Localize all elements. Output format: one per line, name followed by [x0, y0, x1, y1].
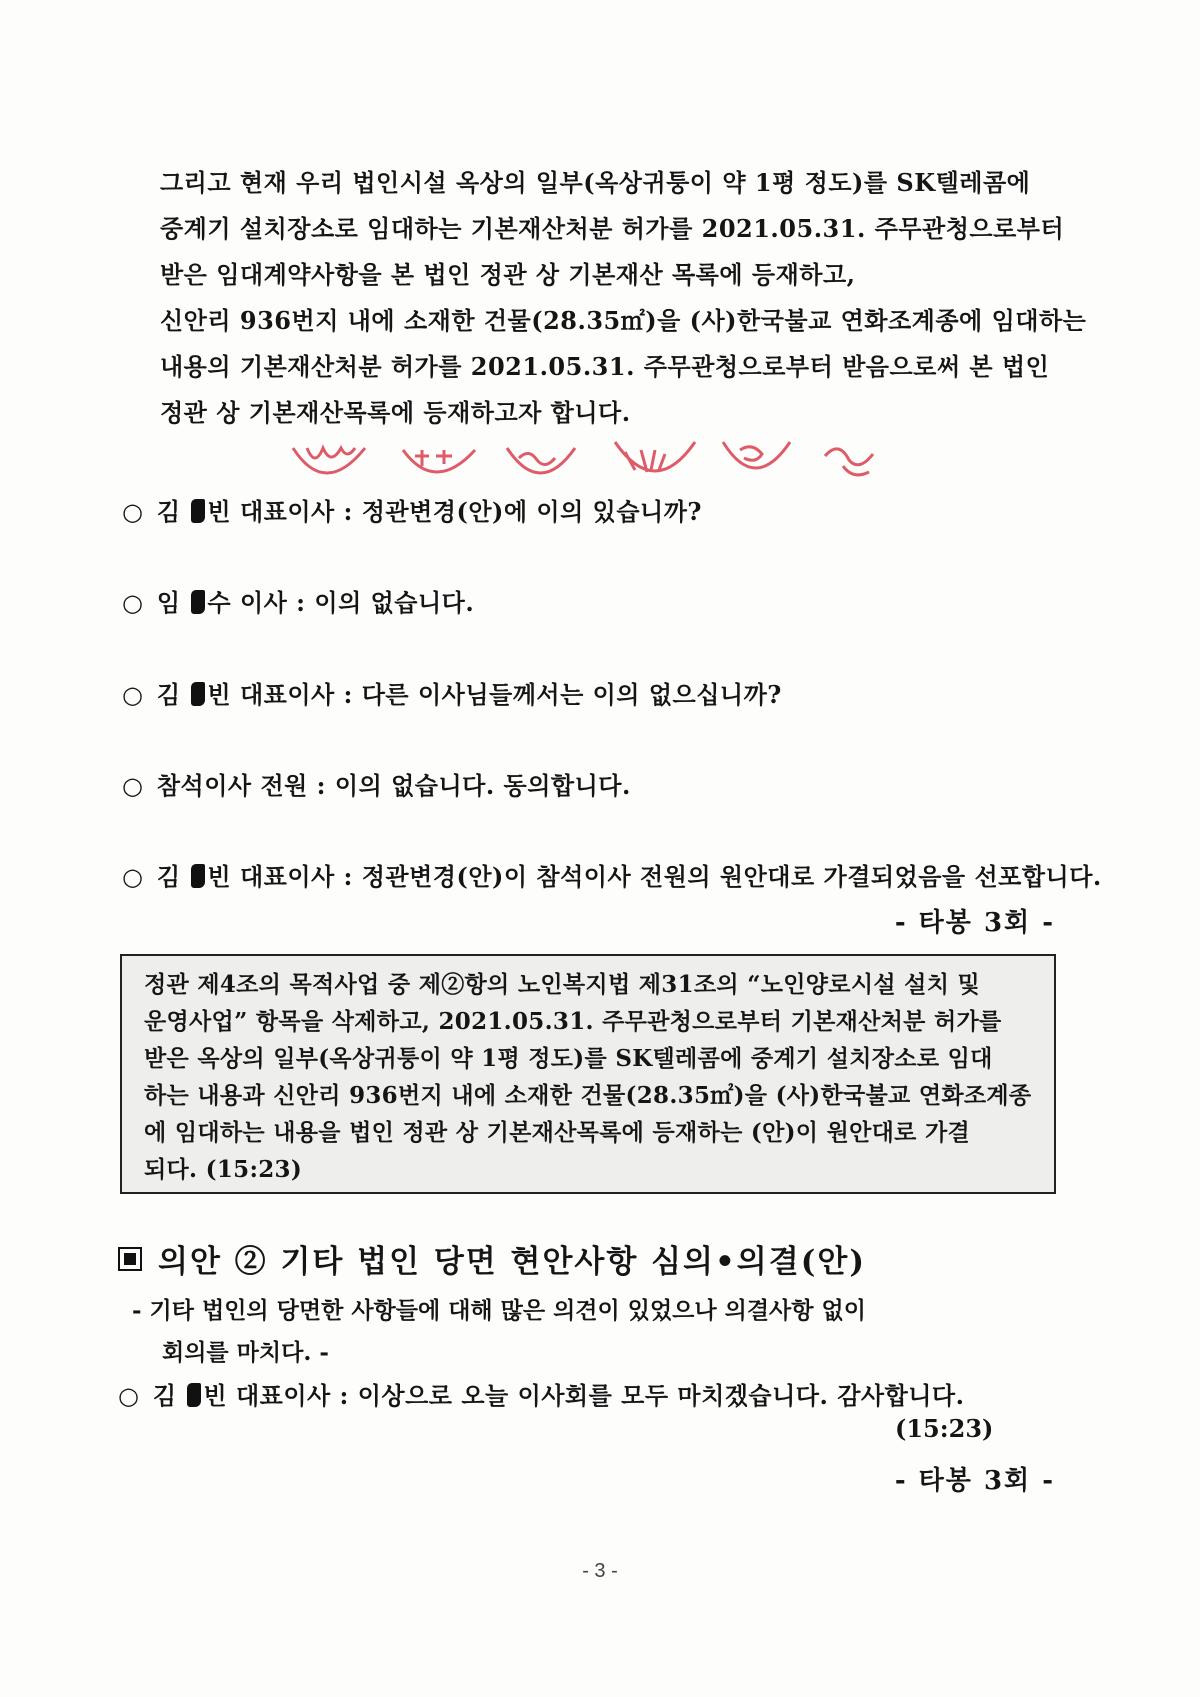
speaker-surname: 김	[156, 862, 181, 891]
speech-text: 수 이사 : 이의 없습니다.	[207, 588, 475, 617]
gavel-note: - 타봉 3회 -	[894, 908, 1055, 938]
redaction-mark	[191, 864, 205, 888]
speech-text: 빈 대표이사 : 정관변경(안)에 이의 있습니까?	[207, 497, 702, 526]
speech-line	[122, 857, 1102, 892]
seal-stamp-mark	[625, 450, 665, 472]
resolution-line: 에 임대하는 내용을 법인 정관 상 기본재산목록에 등재하는 (안)이 원안대로 가결	[144, 1119, 971, 1146]
agenda-heading	[118, 1236, 866, 1281]
paragraph-line: 신안리 936번지 내에 소재한 건물(28.35㎡)을 (사)한국불교 연화조계종에 임대하는	[160, 306, 1087, 335]
director-seals	[285, 428, 905, 494]
paragraph-line: 받은 임대계약사항을 본 법인 정관 상 기본재산 목록에 등재하고,	[160, 260, 856, 289]
square-bullet-icon	[118, 1247, 142, 1271]
closing-speech	[118, 1376, 964, 1411]
resolution-line: 받은 옥상의 일부(옥상귀퉁이 약 1평 정도)를 SK텔레콤에 중계기 설치장소로 임대	[144, 1045, 993, 1072]
resolution-line: 정관 제4조의 목적사업 중 제②항의 노인복지법 제31조의 “노인양로시설 설치 및	[144, 971, 981, 998]
seal-signature	[825, 449, 873, 475]
gavel-note: - 타봉 3회 -	[894, 1466, 1055, 1496]
circle-bullet: ○	[122, 680, 144, 709]
speech-line	[122, 766, 631, 801]
seal-stamp-mark	[519, 453, 555, 464]
agenda-note	[132, 1290, 866, 1374]
redaction-mark	[191, 682, 205, 706]
speech-text: 참석이사 전원 : 이의 없습니다. 동의합니다.	[156, 771, 631, 800]
paragraph-line: 정관 상 기본재산목록에 등재하고자 합니다.	[160, 398, 631, 427]
redaction-mark	[191, 590, 205, 614]
resolution-line: 운영사업” 항목을 삭제하고, 2021.05.31. 주무관청으로부터 기본재산처분 허가를	[144, 1008, 1002, 1035]
speaker-surname: 임	[156, 588, 181, 617]
circle-bullet: ○	[122, 862, 144, 891]
circle-bullet: ○	[118, 1381, 140, 1410]
resolution-box	[120, 954, 1056, 1194]
seal-stamp-mark	[307, 448, 355, 458]
circle-bullet: ○	[122, 771, 144, 800]
speech-text: 빈 대표이사 : 이상으로 오늘 이사회를 모두 마치겠습니다. 감사합니다.	[203, 1381, 965, 1410]
seal-stamp	[293, 448, 365, 473]
speech-line	[122, 492, 702, 527]
seal-stamp	[403, 450, 475, 472]
body-paragraph	[160, 160, 1087, 436]
resolution-line: 되다. (15:23)	[144, 1156, 303, 1183]
seal-stamp	[507, 448, 575, 473]
paragraph-line: 그리고 현재 우리 법인시설 옥상의 일부(옥상귀퉁이 약 1평 정도)를 SK텔레콤에	[160, 168, 1031, 197]
redaction-mark	[191, 499, 205, 523]
paragraph-line: 내용의 기본재산처분 허가를 2021.05.31. 주무관청으로부터 받음으로써 본 법인	[160, 352, 1050, 381]
agenda-title: 의안 ② 기타 법인 당면 현안사항 심의•의결(안)	[158, 1244, 866, 1280]
speech-line	[122, 583, 474, 618]
speaker-surname: 김	[156, 497, 181, 526]
paragraph-line: 중계기 설치장소로 임대하는 기본재산처분 허가를 2021.05.31. 주무관청으로부터	[160, 214, 1065, 243]
seal-stamp	[723, 442, 790, 468]
circle-bullet: ○	[122, 497, 144, 526]
speech-line	[122, 675, 782, 710]
circle-bullet: ○	[122, 588, 144, 617]
seal-stamp-mark	[740, 447, 762, 460]
seal-stamps-image	[285, 428, 905, 494]
note-line: 회의를 마치다. -	[162, 1339, 329, 1366]
note-line: - 기타 법인의 당면한 사항들에 대해 많은 의견이 있었으나 의결사항 없이	[132, 1297, 866, 1324]
seal-stamp-mark	[415, 450, 452, 466]
speaker-surname: 김	[152, 1381, 177, 1410]
resolution-line: 하는 내용과 신안리 936번지 내에 소재한 건물(28.35㎡)을 (사)한국불교 연화조계종	[144, 1082, 1032, 1109]
closing-time: (15:23)	[895, 1414, 994, 1443]
redaction-mark	[187, 1383, 201, 1407]
speech-text: 빈 대표이사 : 다른 이사님들께서는 이의 없으십니까?	[207, 680, 782, 709]
speaker-surname: 김	[156, 680, 181, 709]
speech-text: 빈 대표이사 : 정관변경(안)이 참석이사 전원의 원안대로 가결되었음을 선포합니다.	[207, 862, 1102, 891]
page-number: - 3 -	[582, 1560, 618, 1582]
